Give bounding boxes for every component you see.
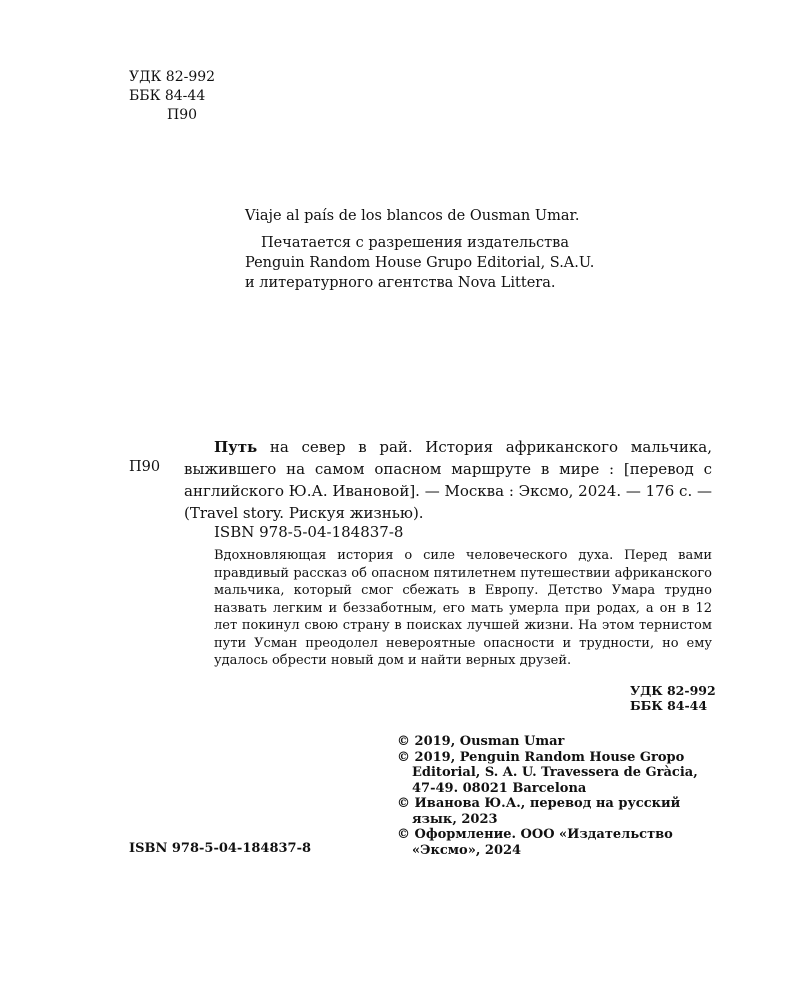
classification-codes <box>129 68 215 125</box>
permission-line: Penguin Random House Grupo Editorial, S.A.U. <box>245 255 595 271</box>
classification-codes-repeat <box>630 683 716 713</box>
annotation-text: Вдохновляющая история о силе человеческого духа. Перед вами правдивый рассказ об опасном пятилетнем путешествии африканского мальчика, который смог сбежать в Европу. Детство Умара трудно назвать легким и беззаботным, его мать умерла при родах, а он в 12 лет покинул свою страну в поисках лучшей жизни. На этом тернистом пути Усман преодолел невероятные опасности и трудности, но ему удалось обрести новый дом и найти верных друзей. <box>214 548 712 668</box>
copyright-line: © 2019, Penguin Random House Gropo Editorial, S. A. U. Travessera de Gràcia, 47-49. 08021 Barcelona <box>397 749 698 796</box>
annotation <box>214 547 712 670</box>
permission-line: и литературного агентства Nova Littera. <box>245 275 556 291</box>
copyright-line: © Оформление. ООО «Издательство «Эксмо», 2024 <box>397 827 673 858</box>
permission-notice <box>245 233 594 293</box>
bibliography-author-mark: П90 <box>129 459 161 475</box>
copyright-line: © 2019, Ousman Umar <box>397 734 565 749</box>
bbk-code: ББК 84-44 <box>129 88 206 104</box>
udk-code: УДК 82-992 <box>129 69 216 85</box>
isbn-bottom: ISBN 978-5-04-184837-8 <box>129 841 312 856</box>
isbn: ISBN 978-5-04-184837-8 <box>214 523 404 541</box>
book-title-bold: Путь <box>214 438 258 456</box>
bbk-code-repeat: ББК 84-44 <box>630 698 708 713</box>
bibliographic-text: на север в рай. История африканского мальчика, выжившего на самом опасном маршруте в мире : [перевод с английского Ю.А. Ивановой]. — Москва : Эксмо, 2024. — 176 с. — (Travel story. Рискуя жизнью). <box>184 438 712 522</box>
copyright-notices <box>397 734 717 858</box>
author-mark: П90 <box>167 107 198 123</box>
copyright-line: © Иванова Ю.А., перевод на русский язык, 2023 <box>397 796 681 827</box>
udk-code-repeat: УДК 82-992 <box>630 683 716 698</box>
bibliographic-record <box>184 436 712 524</box>
original-title: Viaje al país de los blancos de Ousman Umar. <box>245 208 580 224</box>
permission-line: Печатается с разрешения издательства <box>261 235 569 251</box>
